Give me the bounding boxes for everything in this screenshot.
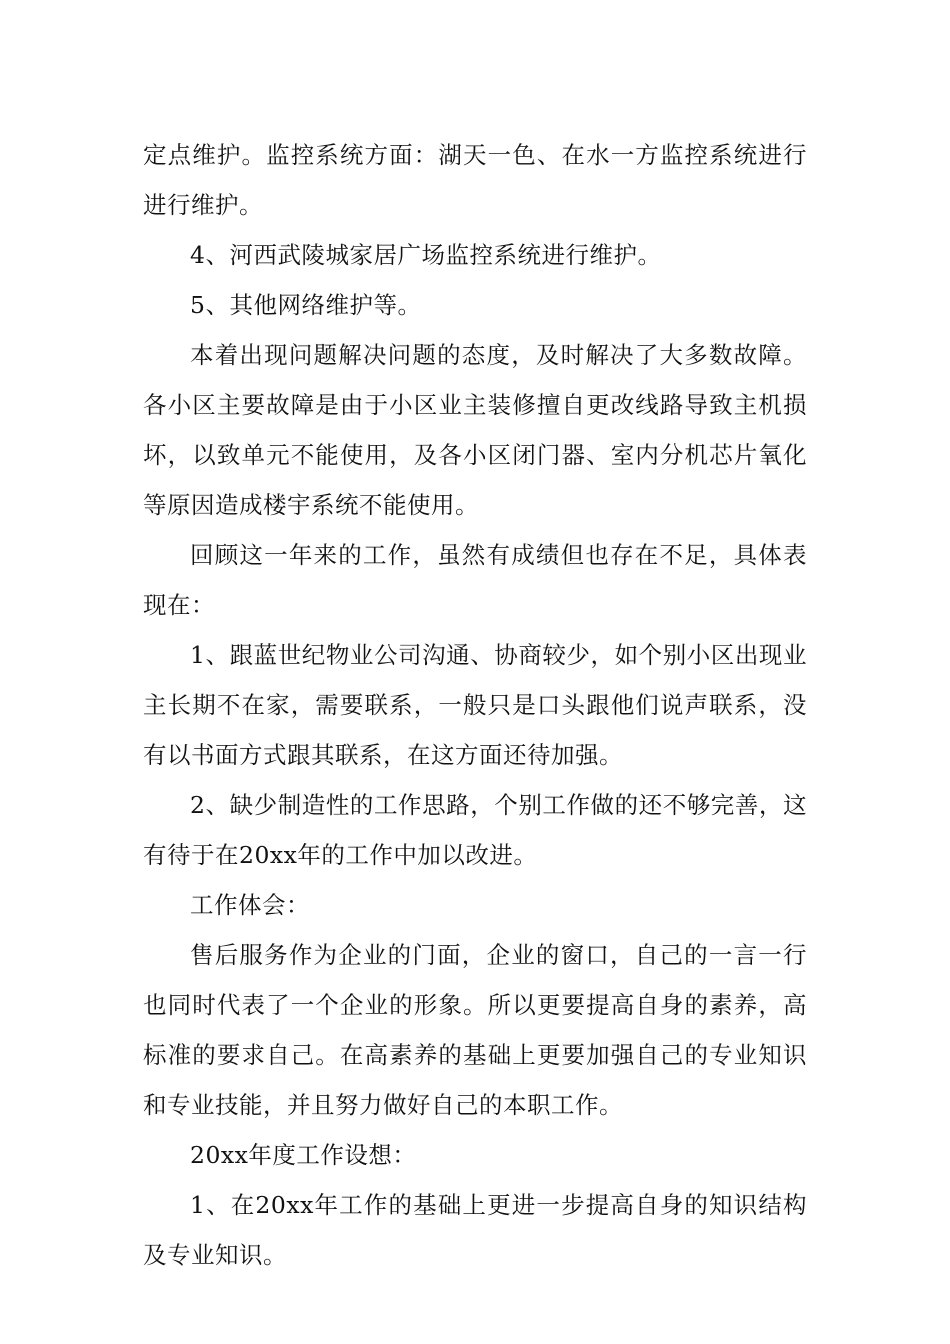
paragraph-shortcoming-1: 1、跟蓝世纪物业公司沟通、协商较少，如个别小区出现业主长期不在家，需要联系，一般只是口头跟他们说声联系，没有以书面方式跟其联系，在这方面还待加强。 (143, 641, 807, 769)
paragraph-review: 回顾这一年来的工作，虽然有成绩但也存在不足，具体表现在： (143, 541, 807, 619)
document-body (143, 130, 807, 1280)
section-heading-experience: 工作体会： (190, 891, 310, 919)
paragraph-continuation: 定点维护。监控系统方面：湖天一色、在水一方监控系统进行进行维护。 (143, 141, 807, 219)
paragraph-troubleshooting: 本着出现问题解决问题的态度，及时解决了大多数故障。各小区主要故障是由于小区业主装修擅自更改线路导致主机损坏，以致单元不能使用，及各小区闭门器、室内分机芯片氧化等原因造成楼宇系统不能使用。 (143, 341, 807, 519)
paragraph-shortcoming-2: 2、缺少制造性的工作思路，个别工作做的还不够完善，这有待于在20xx年的工作中加以改进。 (143, 791, 807, 869)
paragraph-experience: 售后服务作为企业的门面，企业的窗口，自己的一言一行也同时代表了一个企业的形象。所以更要提高自身的素养，高标准的要求自己。在高素养的基础上更要加强自己的专业知识和专业技能，并且努力做好自己的本职工作。 (143, 941, 807, 1119)
section-heading-plan: 20xx年度工作设想： (190, 1141, 417, 1169)
paragraph-plan-1: 1、在20xx年工作的基础上更进一步提高自身的知识结构及专业知识。 (143, 1191, 807, 1269)
paragraph-item-5: 5、其他网络维护等。 (190, 291, 422, 319)
paragraph-item-4: 4、河西武陵城家居广场监控系统进行维护。 (190, 241, 662, 269)
